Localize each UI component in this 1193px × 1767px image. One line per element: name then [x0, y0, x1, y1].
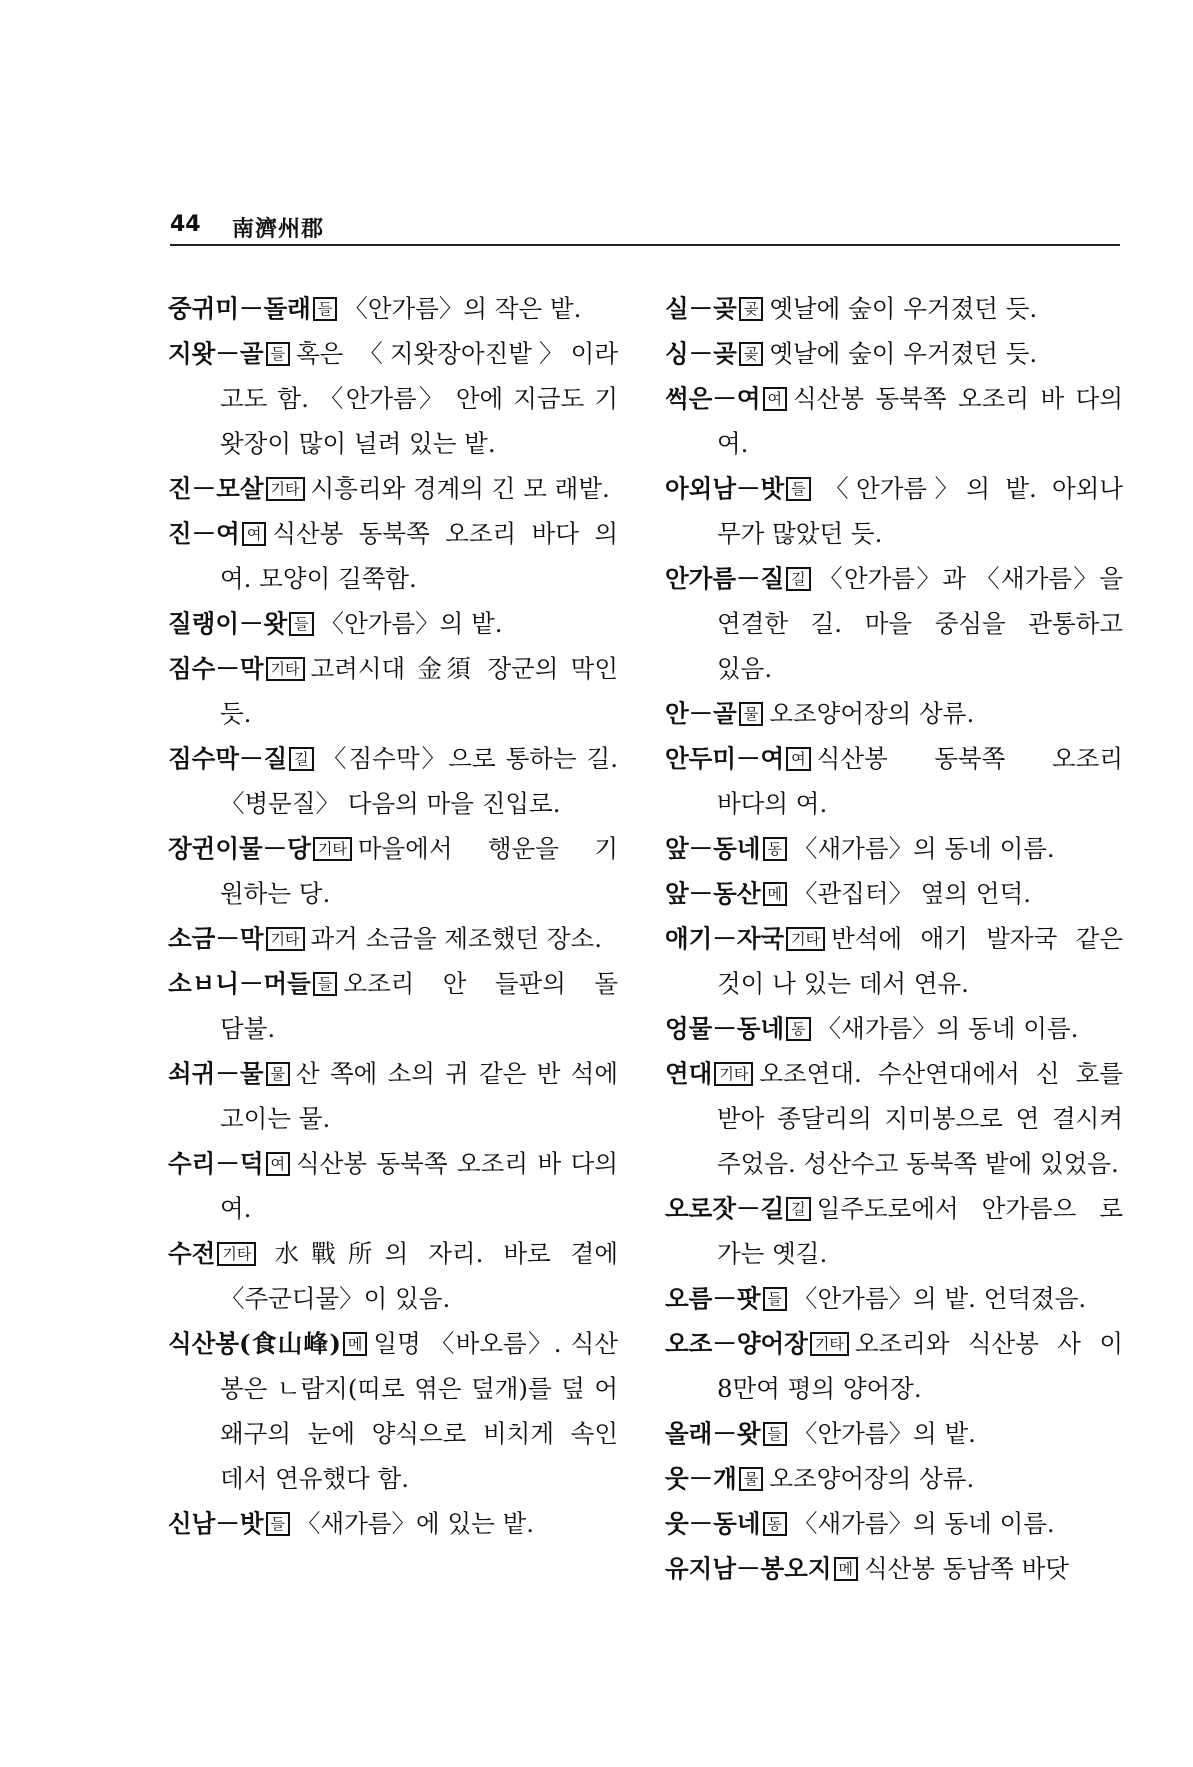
entry-term: 식산봉(食山峰) — [168, 1329, 341, 1358]
dictionary-entry — [665, 556, 1123, 691]
category-tag: 물 — [739, 702, 764, 726]
entry-term: 연대 — [665, 1059, 713, 1088]
dictionary-entry — [168, 1051, 618, 1141]
entry-definition: 마을에서 행운을 기 원하는 당. — [220, 834, 618, 908]
entry-term: 오름－팟 — [665, 1284, 761, 1313]
entry-term: 실－곶 — [665, 294, 737, 323]
entry-term: 웃－개 — [665, 1464, 737, 1493]
dictionary-entry — [168, 466, 618, 511]
dictionary-entry — [665, 1546, 1123, 1591]
category-tag: 들 — [763, 1422, 788, 1446]
category-tag: 들 — [289, 612, 314, 636]
entry-definition: 식산봉 동북쪽 오조리 바다 의 여. 모양이 길쭉함. — [220, 519, 618, 593]
entry-term: 소ㅂ니－머들 — [168, 969, 311, 998]
dictionary-entry — [665, 736, 1123, 826]
dictionary-entry — [665, 1006, 1123, 1051]
category-tag: 동 — [786, 1017, 811, 1041]
category-tag: 메 — [343, 1332, 368, 1356]
left-column — [168, 286, 618, 1546]
category-tag: 여 — [763, 387, 788, 411]
dictionary-entry — [665, 1411, 1123, 1456]
entry-term: 오조－양어장 — [665, 1329, 808, 1358]
entry-definition: 오조양어장의 상류. — [769, 1464, 975, 1493]
entry-term: 질랭이－왓 — [168, 609, 288, 638]
entry-term: 안두미－여 — [665, 744, 785, 773]
entry-term: 지왓－골 — [168, 339, 264, 368]
entry-definition: 〈안가름〉의 밭. — [319, 609, 503, 638]
dictionary-entry — [665, 1321, 1123, 1411]
entry-term: 진－모살 — [168, 474, 264, 503]
entry-term: 올래－왓 — [665, 1419, 761, 1448]
category-tag: 기타 — [217, 1242, 256, 1266]
entry-definition: 〈관집터〉 옆의 언덕. — [793, 879, 1032, 908]
dictionary-entry — [168, 736, 618, 826]
category-tag: 기타 — [786, 927, 825, 951]
page-header — [170, 210, 1120, 246]
entry-definition: 오조연대. 수산연대에서 신 호를 받아 종달리의 지미봉으로 연 결시켜 주었음. 성산수고 동북쪽 밭에 있었음. — [717, 1059, 1123, 1178]
entry-definition: 〈안가름〉과 〈새가름〉을 연결한 길. 마을 중심을 관통하고 있음. — [717, 564, 1123, 683]
category-tag: 들 — [313, 297, 338, 321]
entry-term: 수전 — [168, 1239, 216, 1268]
entry-term: 아외남－밧 — [665, 474, 785, 503]
dictionary-entry — [168, 331, 618, 466]
entry-term: 쇠귀－물 — [168, 1059, 264, 1088]
entry-term: 소금－막 — [168, 924, 264, 953]
entry-definition: 〈안가름〉의 밭. — [793, 1419, 976, 1448]
category-tag: 물 — [739, 1467, 764, 1491]
entry-definition: 일명 〈바오름〉. 식산 봉은 ㄴ람지(띠로 엮은 덮개)를 덮 어 왜구의 눈에 양식으로 비치게 속인 데서 연유했다 함. — [220, 1329, 618, 1493]
entry-definition: 〈새가름〉에 있는 밭. — [296, 1509, 535, 1538]
entry-definition: 식산봉 동북쪽 오조리 바 다의 여. — [717, 384, 1123, 458]
dictionary-entry — [168, 286, 618, 331]
entry-term: 안가름－질 — [665, 564, 785, 593]
dictionary-entry — [168, 826, 618, 916]
category-tag: 메 — [834, 1557, 859, 1581]
dictionary-entry — [168, 961, 618, 1051]
entry-term: 앞－동네 — [665, 834, 761, 863]
entry-term: 오로잣－길 — [665, 1194, 785, 1223]
category-tag: 길 — [786, 567, 811, 591]
category-tag: 들 — [786, 477, 811, 501]
entry-term: 썩은－여 — [665, 384, 761, 413]
entry-term: 신남－밧 — [168, 1509, 264, 1538]
category-tag: 기타 — [810, 1332, 849, 1356]
entry-definition: 〈짐수막〉으로 통하는 길. 〈병문질〉 다음의 마을 진입로. — [220, 744, 618, 818]
entry-definition: 〈안가름〉의 밭. 아외나 무가 많았던 듯. — [717, 474, 1123, 548]
dictionary-entry — [665, 916, 1123, 1006]
entry-term: 수리－덕 — [168, 1149, 264, 1178]
entry-definition: 〈안가름〉의 작은 밭. — [343, 294, 582, 323]
entry-definition: 옛날에 숲이 우거졌던 듯. — [769, 294, 1038, 323]
dictionary-entry — [665, 1186, 1123, 1276]
entry-definition: 옛날에 숲이 우거졌던 듯. — [769, 339, 1038, 368]
dictionary-entry — [665, 871, 1123, 916]
dictionary-entry — [665, 1051, 1123, 1186]
dictionary-entry — [168, 601, 618, 646]
entry-term: 안－골 — [665, 699, 737, 728]
entry-term: 진－여 — [168, 519, 240, 548]
category-tag: 곶 — [739, 297, 764, 321]
page-number: 44 — [170, 212, 201, 237]
dictionary-entry — [665, 466, 1123, 556]
category-tag: 기타 — [266, 477, 305, 501]
dictionary-entry — [665, 691, 1123, 736]
category-tag: 물 — [266, 1062, 291, 1086]
entry-definition: 시흥리와 경계의 긴 모 래밭. — [310, 474, 610, 503]
entry-term: 엉물－동네 — [665, 1014, 785, 1043]
entry-term: 장귄이물－당 — [168, 834, 311, 863]
category-tag: 기타 — [266, 927, 305, 951]
dictionary-entry — [665, 1276, 1123, 1321]
dictionary-entry — [665, 286, 1123, 331]
right-column — [665, 286, 1123, 1591]
entry-definition: 오조양어장의 상류. — [769, 699, 975, 728]
dictionary-entry — [168, 511, 618, 601]
entry-term: 유지남－봉오지 — [665, 1554, 832, 1583]
dictionary-entry — [168, 1231, 618, 1321]
category-tag: 여 — [242, 522, 267, 546]
dictionary-entry — [168, 1321, 618, 1501]
entry-definition: 〈새가름〉의 동네 이름. — [793, 834, 1055, 863]
entry-definition: 〈안가름〉의 밭. 언덕졌음. — [793, 1284, 1087, 1313]
entry-term: 싱－곶 — [665, 339, 737, 368]
category-tag: 동 — [763, 837, 788, 861]
dictionary-entry — [168, 916, 618, 961]
entry-definition: 오조리 안 들판의 돌 담불. — [220, 969, 618, 1043]
entry-definition: 〈새가름〉의 동네 이름. — [816, 1014, 1079, 1043]
category-tag: 기타 — [266, 657, 305, 681]
entry-definition: 반석에 애기 발자국 같은 것이 나 있는 데서 연유. — [717, 924, 1123, 998]
dictionary-entry — [168, 1141, 618, 1231]
entry-definition: 식산봉 동북쪽 오조리 바다의 여. — [717, 744, 1123, 818]
entry-definition: 〈새가름〉의 동네 이름. — [793, 1509, 1055, 1538]
entry-definition: 식산봉 동남쪽 바닷 — [864, 1554, 1069, 1583]
category-tag: 기타 — [714, 1062, 753, 1086]
category-tag: 곶 — [739, 342, 764, 366]
entry-term: 애기－자국 — [665, 924, 785, 953]
dictionary-entry — [665, 826, 1123, 871]
dictionary-entry — [665, 1501, 1123, 1546]
entry-definition: 혹은 〈지왓장아진밭〉이라 고도 함. 〈안가름〉 안에 지금도 기 왓장이 많이 널려 있는 밭. — [220, 339, 618, 458]
entry-definition: 일주도로에서 안가름으 로 가는 옛길. — [717, 1194, 1123, 1268]
book-title: 南濟州郡 — [232, 216, 325, 242]
dictionary-entry — [168, 646, 618, 736]
entry-definition: 산 쪽에 소의 귀 같은 반 석에 고이는 물. — [220, 1059, 618, 1133]
dictionary-entry — [168, 1501, 618, 1546]
dictionary-entry — [665, 1456, 1123, 1501]
dictionary-entry — [665, 376, 1123, 466]
category-tag: 메 — [763, 882, 788, 906]
entry-term: 앞－동산 — [665, 879, 761, 908]
entry-term: 웃－동네 — [665, 1509, 761, 1538]
dictionary-entry — [665, 331, 1123, 376]
entry-definition: 오조리와 식산봉 사 이 8만여 평의 양어장. — [717, 1329, 1123, 1403]
category-tag: 동 — [763, 1512, 788, 1536]
entry-term: 짐수막－질 — [168, 744, 288, 773]
category-tag: 여 — [266, 1152, 291, 1176]
category-tag: 들 — [313, 972, 338, 996]
category-tag: 들 — [763, 1287, 788, 1311]
category-tag: 기타 — [313, 837, 352, 861]
entry-term: 중귀미－돌래 — [168, 294, 311, 323]
category-tag: 들 — [266, 342, 291, 366]
entry-definition: 고려시대 金須 장군의 막인 듯. — [220, 654, 618, 728]
entry-definition: 식산봉 동북쪽 오조리 바 다의 여. — [220, 1149, 618, 1223]
entry-term: 짐수－막 — [168, 654, 264, 683]
category-tag: 들 — [266, 1512, 291, 1536]
entry-definition: 水戰所의 자리. 바로 곁에 〈주군디물〉이 있음. — [220, 1239, 618, 1313]
entry-definition: 과거 소금을 제조했던 장소. — [310, 924, 602, 953]
category-tag: 길 — [289, 747, 314, 771]
category-tag: 길 — [786, 1197, 811, 1221]
category-tag: 여 — [786, 747, 811, 771]
